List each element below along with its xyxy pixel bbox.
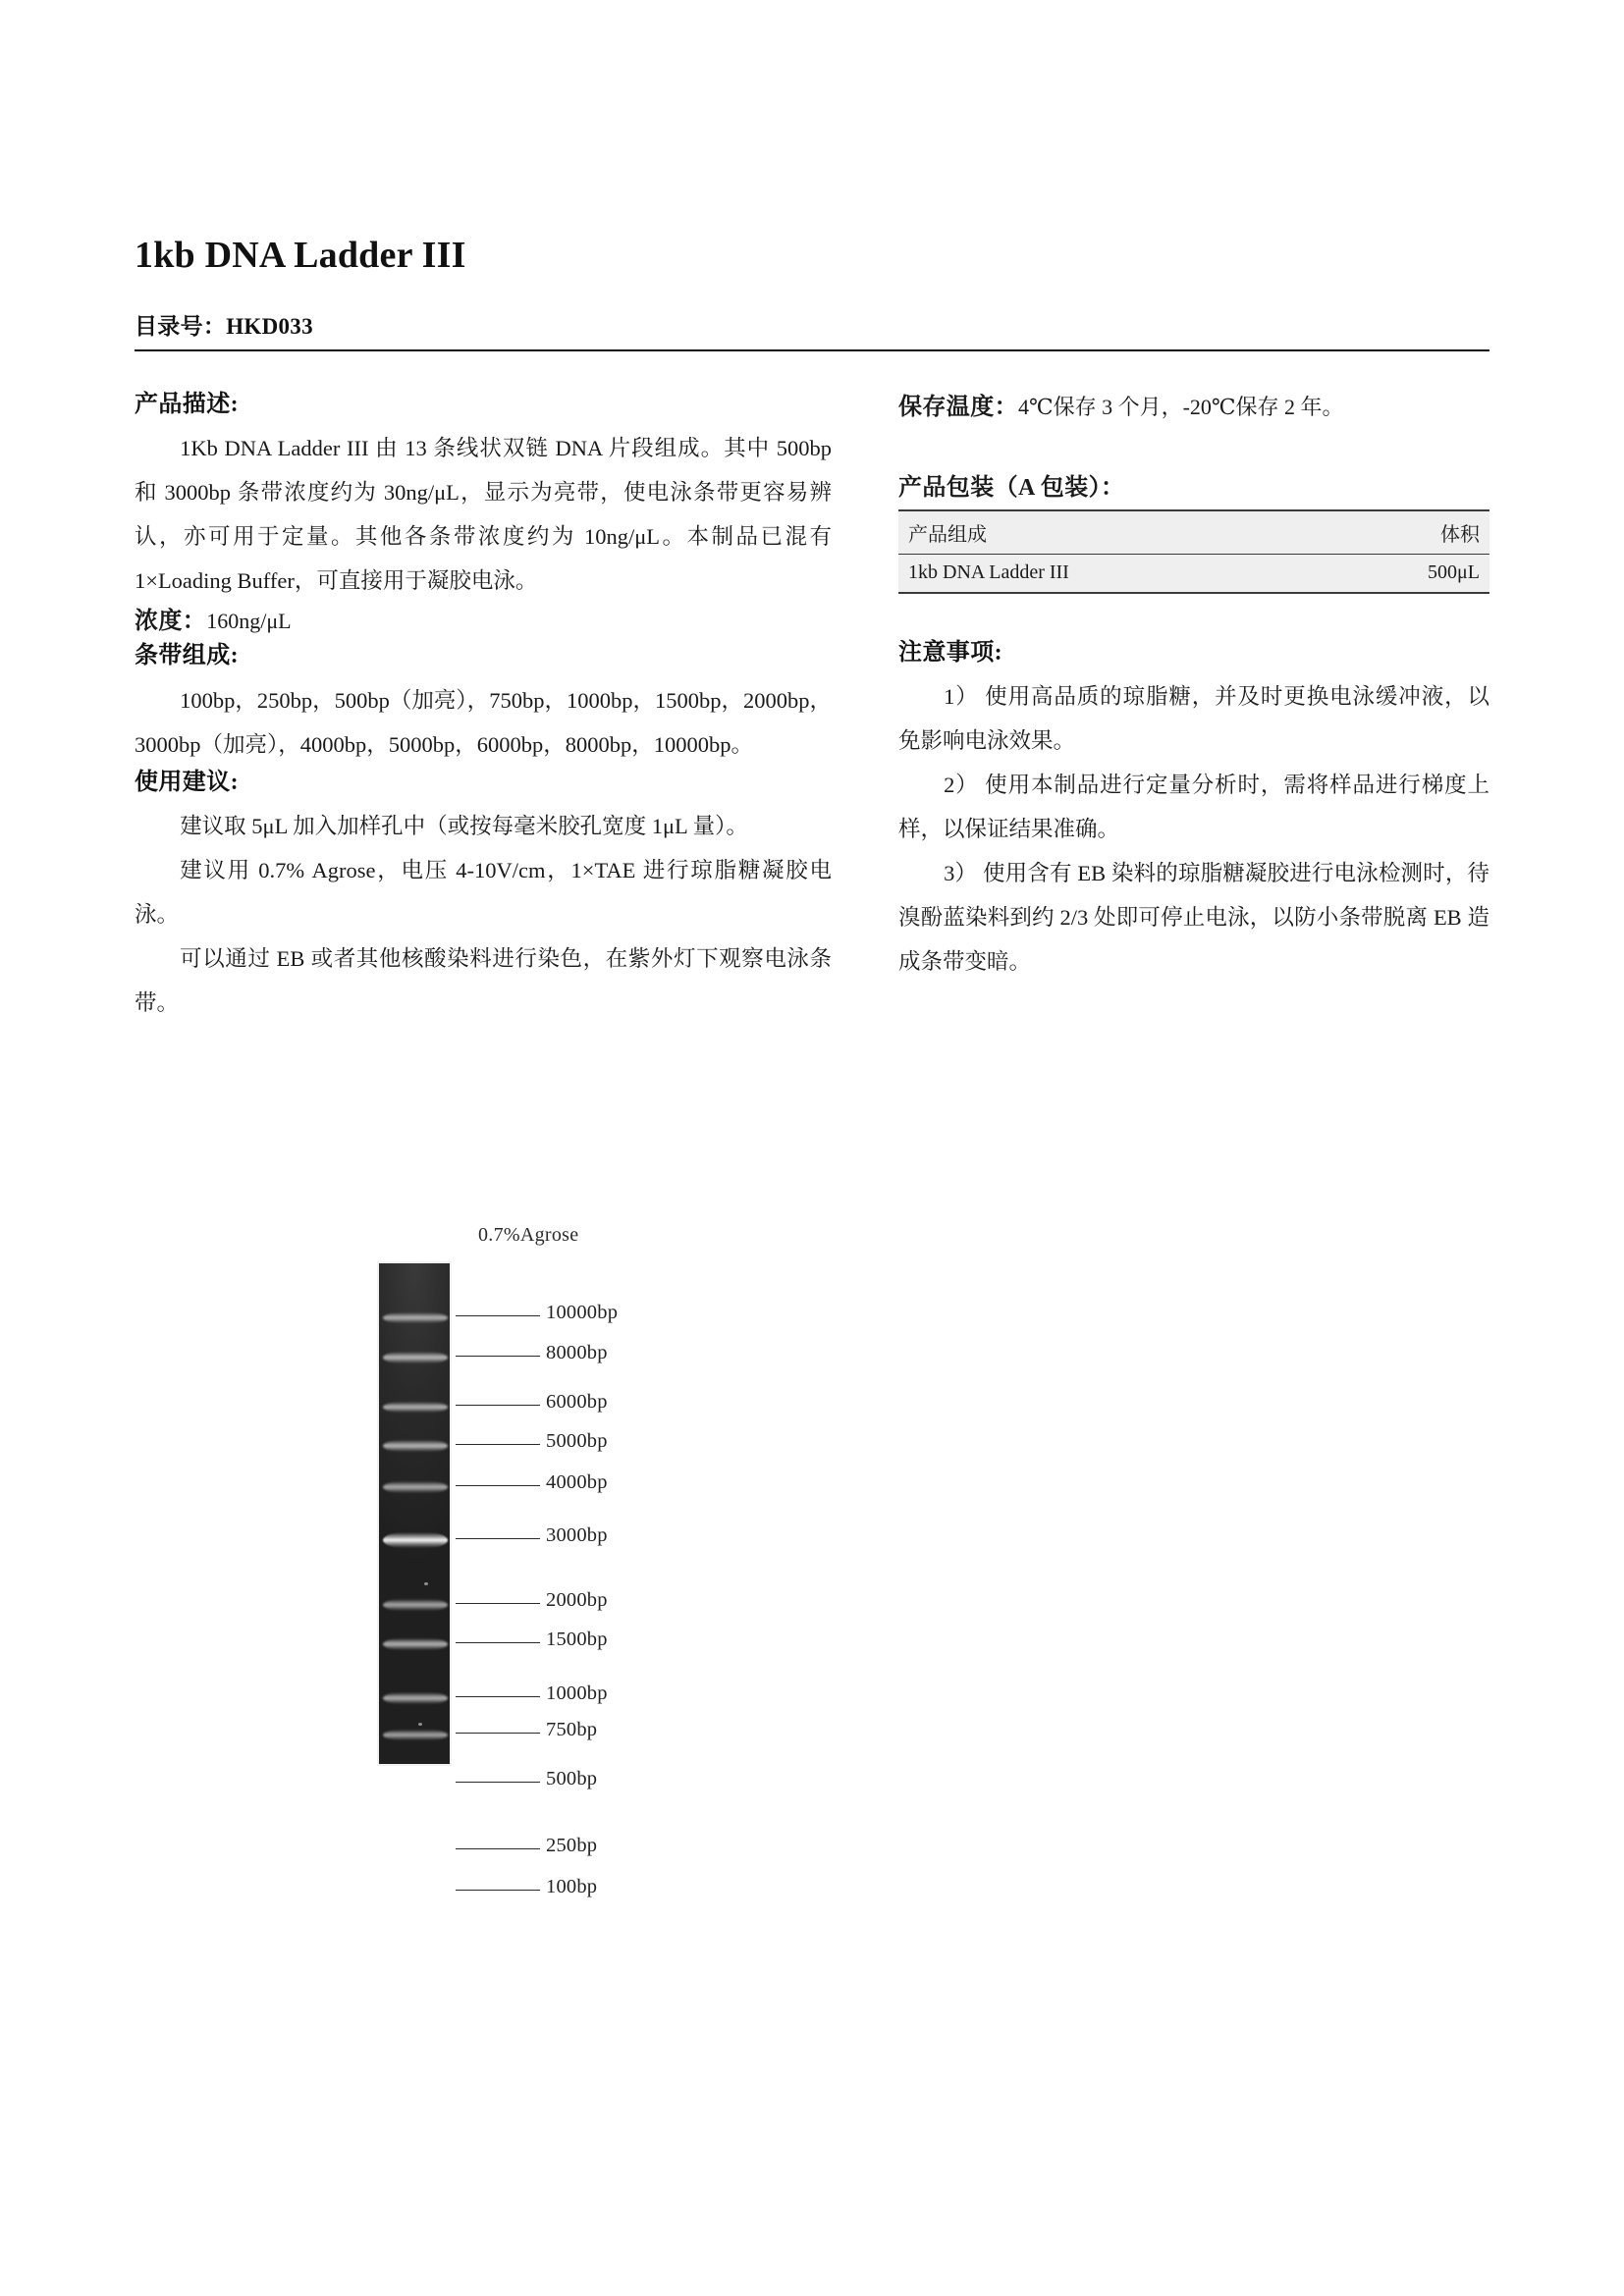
packaging-heading: 产品包装（A 包装）： [898, 474, 1125, 501]
document-content [135, 234, 1489, 1025]
gel-lane-wrapper [377, 1261, 452, 1766]
storage-value: 4℃保存 3 个月，-20℃保存 2 年。 [1018, 394, 1344, 419]
gel-artifact-speck [418, 1723, 422, 1726]
gel-band-leader-line [456, 1444, 540, 1445]
gel-band-label: 3000bp [546, 1524, 608, 1546]
gel-band-label: 5000bp [546, 1430, 608, 1452]
gel-band-label: 1500bp [546, 1629, 608, 1650]
concentration-label: 浓度： [135, 608, 207, 634]
notices-heading: 注意事项: [898, 639, 1002, 666]
gel-band [383, 1352, 448, 1363]
gel-band [383, 1599, 448, 1611]
list-item: 1） 使用高品质的琼脂糖，并及时更换电泳缓冲液，以免影响电泳效果。 [898, 684, 1489, 754]
gel-band-leader-line [456, 1485, 540, 1486]
right-column [898, 389, 1489, 1026]
gel-band-leader-line [456, 1315, 540, 1316]
header-divider [135, 349, 1489, 351]
column-header-volume: 体积 [1322, 510, 1489, 555]
notices-list [898, 674, 1489, 984]
gel-band-leader-line [456, 1405, 540, 1406]
column-gutter [832, 389, 898, 1026]
usage-item: 可以通过 EB 或者其他核酸染料进行染色，在紫外灯下观察电泳条带。 [135, 946, 832, 1016]
gel-band-leader-line [456, 1642, 540, 1643]
column-header-component: 产品组成 [898, 510, 1322, 555]
gel-band-label: 10000bp [546, 1302, 619, 1323]
gel-band [383, 1440, 448, 1452]
gel-band-leader-line [456, 1538, 540, 1539]
gel-band-label: 250bp [546, 1835, 598, 1856]
two-column-body [135, 389, 1489, 1026]
gel-band [383, 1481, 448, 1493]
cell-volume: 500μL [1322, 554, 1489, 593]
packaging-table-body [898, 554, 1489, 593]
gel-band [383, 1638, 448, 1650]
table-header-row [898, 510, 1489, 555]
list-item: 2） 使用本制品进行定量分析时，需将样品进行梯度上样，以保证结果准确。 [898, 773, 1489, 842]
concentration-line [135, 603, 832, 640]
packaging-table [898, 509, 1489, 594]
gel-band-leader-line [456, 1733, 540, 1734]
gel-artifact-speck [424, 1582, 428, 1585]
storage-temperature-line [898, 389, 1489, 426]
cell-component: 1kb DNA Ladder III [898, 554, 1322, 593]
gel-band-label: 2000bp [546, 1589, 608, 1611]
usage-item: 建议取 5μL 加入加样孔中（或按每毫米胶孔宽度 1μL 量）。 [180, 814, 748, 839]
product-description-text: 1Kb DNA Ladder III 由 13 条线状双链 DNA 片段组成。其中 500bp 和 3000bp 条带浓度约为 30ng/μL，显示为亮带，使电泳条带更容易辨认，亦可用于定量。其他各条带浓度约为 10ng/μL。本制品已混有 1×Loading Buffer，可直接用于凝胶电泳。 [135, 435, 832, 593]
gel-band-label: 500bp [546, 1768, 598, 1789]
catalog-label: 目录号： [135, 313, 227, 339]
gel-band-label: 4000bp [546, 1471, 608, 1493]
storage-label: 保存温度： [898, 394, 1018, 420]
gel-band [383, 1730, 448, 1740]
gel-band-label: 8000bp [546, 1342, 608, 1363]
gel-electrophoresis-figure [363, 1220, 776, 1897]
gel-band-label: 750bp [546, 1719, 598, 1740]
concentration-value: 160ng/μL [206, 608, 292, 633]
gel-band-label: 100bp [546, 1876, 598, 1897]
gel-band-label: 1000bp [546, 1682, 608, 1704]
catalog-value: HKD033 [226, 313, 313, 339]
gel-band-label: 6000bp [546, 1391, 608, 1413]
gel-lane [377, 1261, 452, 1766]
band-composition-heading: 条带组成: [135, 643, 239, 669]
usage-item: 建议用 0.7% Agrose，电压 4-10V/cm，1×TAE 进行琼脂糖凝胶电泳。 [135, 858, 832, 928]
gel-band [383, 1312, 448, 1323]
usage-heading: 使用建议: [135, 769, 239, 795]
list-item: 3） 使用含有 EB 染料的琼脂糖凝胶进行电泳检测时，待溴酚蓝染料到约 2/3 处即可停止电泳，以防小条带脱离 EB 造成条带变暗。 [898, 861, 1489, 975]
product-description-heading: 产品描述: [135, 391, 239, 417]
packaging-table-head [898, 510, 1489, 555]
page-title: 1kb DNA Ladder III [135, 235, 466, 276]
gel-band-leader-line [456, 1782, 540, 1783]
gel-band-leader-line [456, 1696, 540, 1697]
gel-band-leader-line [456, 1848, 540, 1849]
band-composition-text: 100bp，250bp，500bp（加亮），750bp，1000bp，1500bp，2000bp，3000bp（加亮），4000bp，5000bp，6000bp，8000bp，10000bp。 [135, 687, 832, 757]
catalog-number-line [135, 308, 1489, 341]
gel-band [383, 1402, 448, 1413]
gel-band [383, 1532, 448, 1548]
gel-band-leader-line [456, 1603, 540, 1604]
gel-band-leader-line [456, 1356, 540, 1357]
gel-band [383, 1692, 448, 1704]
gel-band-leader-line [456, 1890, 540, 1891]
table-row [898, 554, 1489, 593]
figure-caption: 0.7%Agrose [478, 1224, 579, 1246]
left-column [135, 389, 832, 1026]
